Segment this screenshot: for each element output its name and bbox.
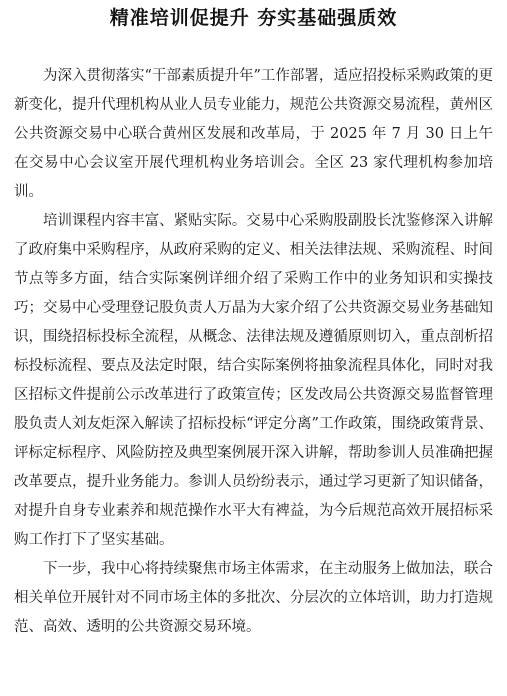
paragraph-intro: 为深入贯彻落实“干部素质提升年”工作部署，适应招投标采购政策的更新变化，提升代理机构从业人员专业能力，规范公共资源交易流程，黄州区公共资源交易中心联合黄州区发展和改革局，于 2025 年 7 月 30 日上午在交易中心会议室开展代理机构业务培训会。全区 23 家代理机构参加培训。	[14, 68, 493, 200]
paragraph-next-steps: 下一步，我中心将持续聚焦市场主体需求，在主动服务上做加法，联合相关单位开展针对不同市场主体的多批次、分层次的立体培训，助力打造规范、高效、透明的公共资源交易环境。	[14, 561, 493, 635]
article-title: 精准培训促提升 夯实基础强质效	[109, 7, 398, 29]
paragraph-training-content: 培训课程内容丰富、紧贴实际。交易中心采购股副股长沈鉴修深入讲解了政府集中采购程序，从政府采购的定义、相关法律法规、采购流程、时间节点等多方面，结合实际案例详细介绍了采购工作中的业务知识和实操技巧；交易中心受理登记股负责人万晶为大家介绍了公共资源交易业务基础知识，围绕招标投标全流程，从概念、法律法规及遵循原则切入，重点剖析招标投标流程、要点及法定时限，结合实际案例将抽象流程具体化，同时对我区招标文件提前公示改革进行了政策宣传；区发改局公共资源交易监督管理股负责人刘友炬深入解读了招标投标“评定分离”工作政策，围绕政策背景、评标定标程序、风险防控及典型案例展开深入讲解，帮助参训人员准确把握改革要点，提升业务能力。参训人员纷纷表示，通过学习更新了知识储备，对提升自身专业素养和规范操作水平大有裨益，为今后规范高效开展招标采购工作打下了坚实基础。	[14, 213, 493, 548]
article-body	[14, 62, 493, 642]
